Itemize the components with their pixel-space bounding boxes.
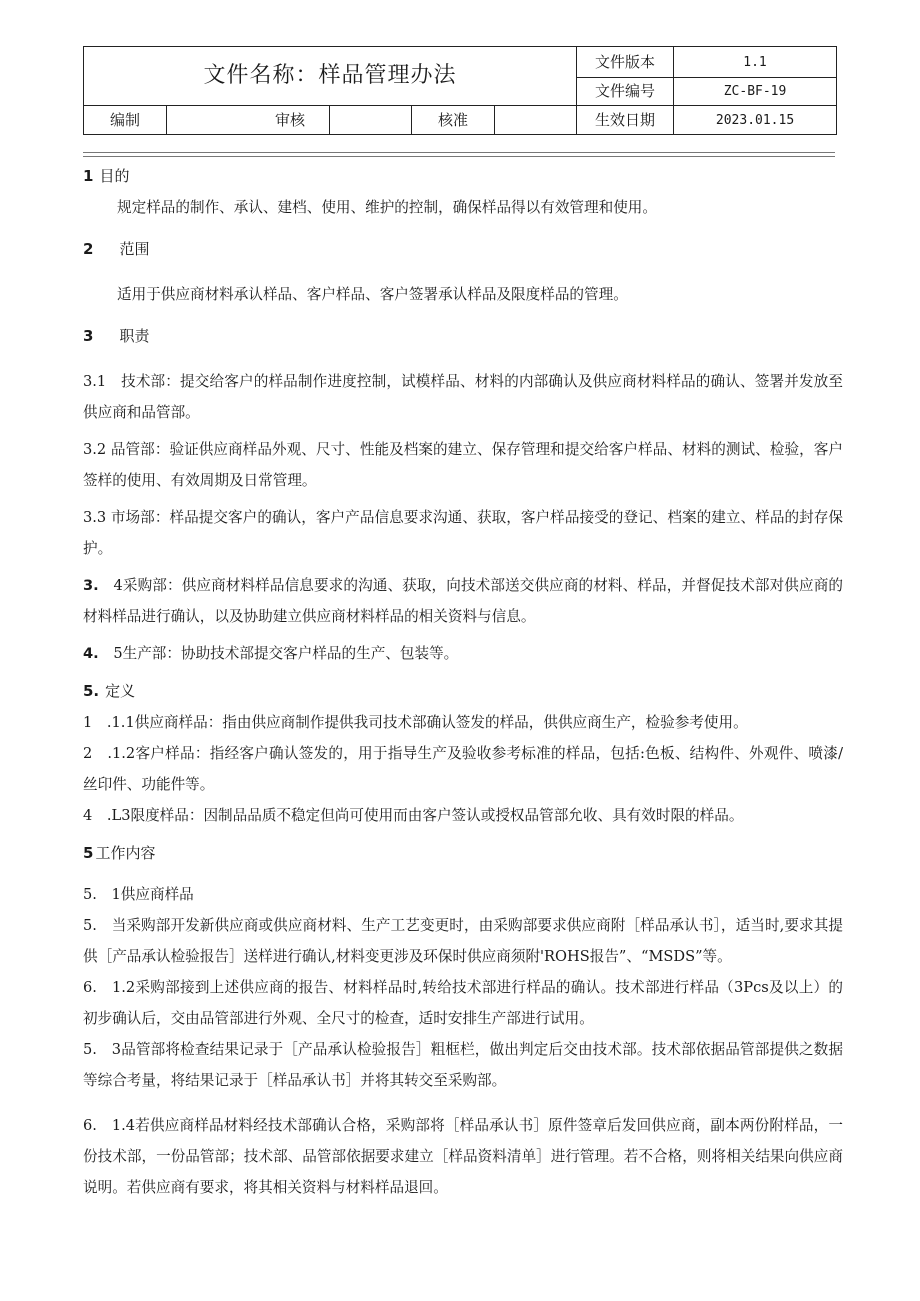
section-purpose-heading: 1 目的	[83, 167, 130, 185]
document-title: 文件名称：样品管理办法	[84, 47, 577, 106]
work-item: 5. 3品管部将检查结果记录于［产品承认检验报告］粗框栏，做出判定后交由技术部。技术部依据品管部提供之数据等综合考量，将结果记录于［样品承认书］并将其转交至采购部。	[83, 1041, 843, 1089]
section-duty-heading: 3 职责	[83, 327, 150, 345]
header-divider-top	[83, 152, 835, 153]
duty-item: 4. 5生产部：协助技术部提交客户样品的生产、包装等。	[83, 645, 459, 662]
version-value: 1.1	[674, 47, 837, 78]
section-definition-heading: 5. 定义	[83, 682, 136, 700]
section-number: 5.	[83, 682, 100, 700]
reviewer-value	[330, 106, 412, 135]
definition-item: 1 .1.1供应商样品：指由供应商制作提供我司技术部确认签发的样品，供供应商生产，检验参考使用。	[83, 714, 748, 731]
document-header-table	[83, 46, 837, 135]
number-label: 文件编号	[577, 78, 674, 106]
reviewed-label: 审核	[167, 106, 330, 135]
header-divider-bottom	[83, 156, 835, 157]
work-item: 5. 当采购部开发新供应商或供应商材料、生产工艺变更时，由采购部要求供应商附［样品承认书］，适当时,要求其提供［产品承认检验报告］送样进行确认,材料变更涉及环保时供应商须附'ROHS报告”、“MSDS”等。	[83, 917, 843, 965]
number-value: ZC-BF-19	[674, 78, 837, 106]
duty-item: 3.1 技术部：提交给客户的样品制作进度控制，试模样品、材料的内部确认及供应商材料样品的确认、签署并发放至供应商和品管部。	[83, 373, 843, 421]
work-item: 6. 1.2采购部接到上述供应商的报告、材料样品时,转给技术部进行样品的确认。技术部进行样品（3Pcs及以上）的初步确认后，交由品管部进行外观、全尺寸的检查，适时安排生产部进行试用。	[83, 979, 843, 1027]
section-number: 5	[83, 844, 94, 862]
prepared-label: 编制	[84, 106, 167, 135]
section-scope-text: 适用于供应商材料承认样品、客户样品、客户签署承认样品及限度样品的管理。	[117, 286, 628, 303]
section-number: 1	[83, 167, 94, 185]
section-number: 3	[83, 327, 94, 345]
work-item: 6. 1.4若供应商样品材料经技术部确认合格，采购部将［样品承认书］原件签章后发回供应商，副本两份附样品，一份技术部，一份品管部；技术部、品管部依据要求建立［样品资料清单］进行管理。若不合格，则将相关结果向供应商说明。若供应商有要求，将其相关资料与材料样品退回。	[83, 1117, 843, 1196]
section-number: 2	[83, 240, 94, 258]
section-scope-heading: 2 范围	[83, 240, 150, 258]
duty-item: 3.2 品管部：验证供应商样品外观、尺寸、性能及档案的建立、保存管理和提交给客户样品、材料的测试、检验，客户签样的使用、有效周期及日常管理。	[83, 441, 843, 489]
definition-item: 2 .1.2客户样品：指经客户确认签发的，用于指导生产及验收参考标准的样品，包括:色板、结构件、外观件、喷漆/丝印件、功能件等。	[83, 745, 843, 793]
duty-item: 3. 4采购部：供应商材料样品信息要求的沟通、获取，向技术部送交供应商的材料、样品，并督促技术部对供应商的材料样品进行确认，以及协助建立供应商材料样品的相关资料与信息。	[83, 577, 843, 625]
work-item: 5. 1供应商样品	[83, 886, 194, 903]
effective-value: 2023.01.15	[674, 106, 837, 135]
version-label: 文件版本	[577, 47, 674, 78]
section-purpose-text: 规定样品的制作、承认、建档、使用、维护的控制，确保样品得以有效管理和使用。	[117, 199, 657, 216]
duty-item: 3.3 市场部：样品提交客户的确认，客户产品信息要求沟通、获取，客户样品接受的登记、档案的建立、样品的封存保护。	[83, 509, 843, 557]
section-work-heading: 5 工作内容	[83, 844, 156, 862]
effective-label: 生效日期	[577, 106, 674, 135]
definition-item: 4 .L3限度样品：因制品品质不稳定但尚可使用而由客户签认或授权品管部允收、具有效时限的样品。	[83, 807, 744, 824]
document-body	[83, 160, 843, 1203]
approved-label: 核准	[412, 106, 495, 135]
approver-value	[495, 106, 577, 135]
